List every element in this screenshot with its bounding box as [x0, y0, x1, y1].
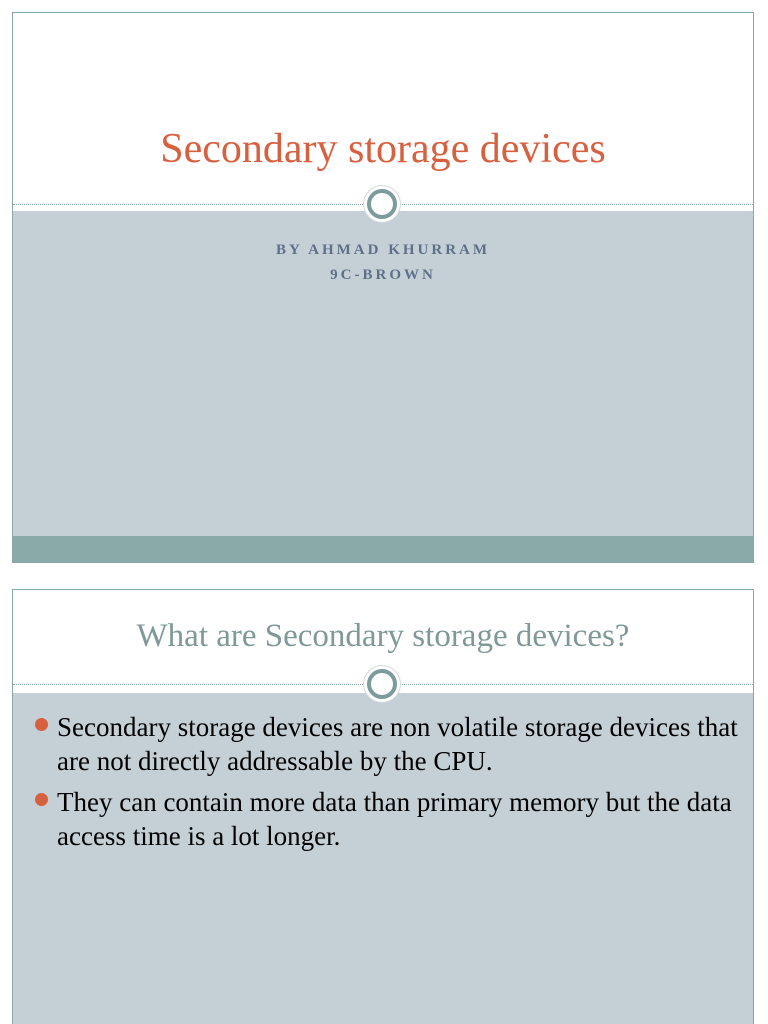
ring-ornament-icon — [367, 669, 397, 699]
bullet-text: They can contain more data than primary memory but the data access time is a lot longer. — [57, 787, 732, 851]
bullet-dot-icon — [35, 718, 48, 731]
bullet-list — [35, 710, 747, 860]
slide-definition — [12, 589, 754, 1024]
footer-band — [13, 536, 753, 563]
ring-ornament-icon — [367, 189, 397, 219]
slide-header-area — [13, 13, 753, 205]
slide-heading: What are Secondary storage devices? — [136, 618, 630, 654]
bullet-text: Secondary storage devices are non volatile storage devices that are not directly addressable by the CPU. — [57, 712, 738, 776]
bullet-item — [35, 785, 747, 853]
bullet-dot-icon — [35, 793, 48, 806]
slide-title-text: Secondary storage devices — [160, 126, 606, 172]
slide-body-area — [13, 211, 753, 536]
class-line: 9C-BROWN — [330, 267, 436, 283]
bullet-item — [35, 710, 747, 778]
slide-title — [12, 12, 754, 563]
author-line: BY AHMAD KHURRAM — [275, 242, 491, 258]
